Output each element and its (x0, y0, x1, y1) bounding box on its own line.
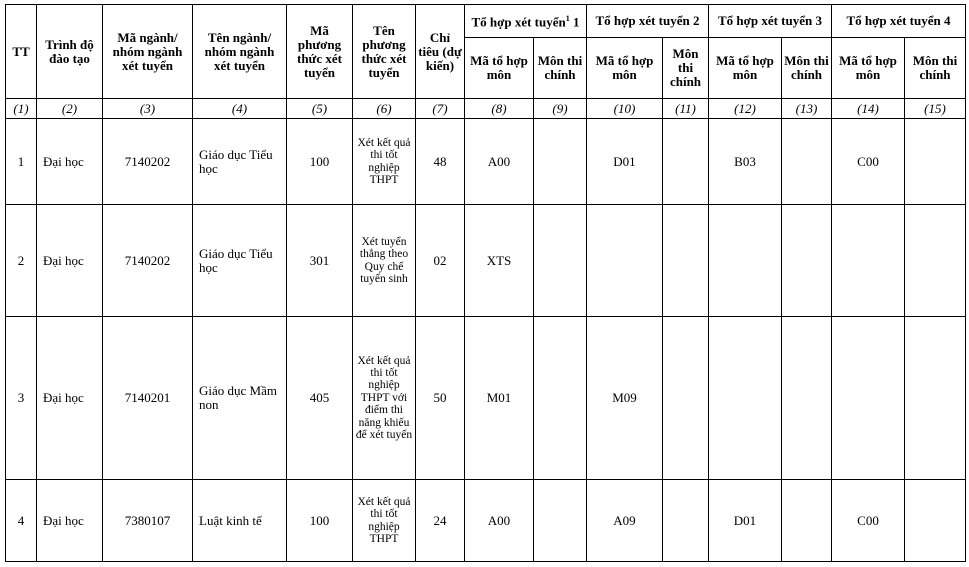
column-index: (6) (353, 99, 416, 119)
column-index: (4) (193, 99, 287, 119)
header-ma-phuong-thuc: Mã phương thức xét tuyển (287, 5, 353, 99)
header-ten-phuong-thuc: Tên phương thức xét tuyển (353, 5, 416, 99)
header-ma-to-hop-mon-4: Mã tổ hợp môn (832, 38, 905, 99)
column-index: (14) (832, 99, 905, 119)
cell-th2-ma: D01 (587, 119, 663, 205)
cell-ma-nganh: 7140202 (103, 119, 193, 205)
cell-th3-mon (782, 205, 832, 317)
cell-th1-ma: XTS (465, 205, 534, 317)
cell-ten-nganh: Giáo dục Tiểu học (193, 119, 287, 205)
column-index: (7) (416, 99, 465, 119)
cell-th3-ma: B03 (709, 119, 782, 205)
header-row-top (6, 5, 966, 38)
cell-th1-mon (534, 205, 587, 317)
header-ma-to-hop-mon-1: Mã tổ hợp môn (465, 38, 534, 99)
cell-th4-ma (832, 205, 905, 317)
cell-th4-ma: C00 (832, 119, 905, 205)
header-ma-to-hop-mon-2: Mã tổ hợp môn (587, 38, 663, 99)
cell-trinh-do: Đại học (37, 480, 103, 562)
column-index: (11) (663, 99, 709, 119)
cell-th1-ma: A00 (465, 480, 534, 562)
header-trinh-do: Trình độ đào tạo (37, 5, 103, 99)
column-index: (3) (103, 99, 193, 119)
cell-th1-mon (534, 480, 587, 562)
cell-th1-mon (534, 317, 587, 480)
cell-th1-ma: A00 (465, 119, 534, 205)
cell-tt: 4 (6, 480, 37, 562)
cell-th4-mon (905, 205, 966, 317)
header-chi-tieu: Chỉ tiêu (dự kiến) (416, 5, 465, 99)
cell-th4-mon (905, 317, 966, 480)
header-mon-thi-chinh-4: Môn thi chính (905, 38, 966, 99)
column-index: (13) (782, 99, 832, 119)
header-to-hop-2: Tổ hợp xét tuyển 2 (587, 5, 709, 38)
column-index-row (6, 99, 966, 119)
column-index: (9) (534, 99, 587, 119)
cell-th4-mon (905, 480, 966, 562)
cell-trinh-do: Đại học (37, 205, 103, 317)
cell-ten-nganh: Giáo dục Mầm non (193, 317, 287, 480)
table-row (6, 119, 966, 205)
cell-th3-ma: D01 (709, 480, 782, 562)
cell-ten-nganh: Giáo dục Tiểu học (193, 205, 287, 317)
cell-th3-mon (782, 480, 832, 562)
header-mon-thi-chinh-3: Môn thi chính (782, 38, 832, 99)
cell-ma-nganh: 7140201 (103, 317, 193, 480)
cell-ten-phuong-thuc: Xét kết quả thi tốt nghiệp THPT (353, 480, 416, 562)
cell-th3-ma (709, 317, 782, 480)
header-to-hop-1-footnote: 1 (565, 14, 570, 24)
header-to-hop-1 (465, 5, 587, 38)
column-index: (10) (587, 99, 663, 119)
table-row (6, 205, 966, 317)
cell-th3-ma (709, 205, 782, 317)
cell-ten-phuong-thuc: Xét kết quả thi tốt nghiệp THPT với điểm thi năng khiếu để xét tuyển (353, 317, 416, 480)
cell-th2-mon (663, 119, 709, 205)
cell-chi-tieu: 50 (416, 317, 465, 480)
cell-trinh-do: Đại học (37, 317, 103, 480)
header-to-hop-3: Tổ hợp xét tuyển 3 (709, 5, 832, 38)
cell-ten-phuong-thuc: Xét tuyển thẳng theo Quy chế tuyển sinh (353, 205, 416, 317)
cell-th1-mon (534, 119, 587, 205)
column-index: (2) (37, 99, 103, 119)
cell-tt: 1 (6, 119, 37, 205)
cell-ma-phuong-thuc: 100 (287, 119, 353, 205)
cell-tt: 3 (6, 317, 37, 480)
column-index: (1) (6, 99, 37, 119)
cell-th2-ma: A09 (587, 480, 663, 562)
cell-th4-mon (905, 119, 966, 205)
cell-ma-phuong-thuc: 301 (287, 205, 353, 317)
cell-ma-nganh: 7140202 (103, 205, 193, 317)
header-ma-nganh: Mã ngành/ nhóm ngành xét tuyển (103, 5, 193, 99)
column-index: (8) (465, 99, 534, 119)
cell-th4-ma: C00 (832, 480, 905, 562)
cell-th1-ma: M01 (465, 317, 534, 480)
cell-ma-phuong-thuc: 405 (287, 317, 353, 480)
header-to-hop-1-suffix: 1 (569, 14, 580, 30)
column-index: (15) (905, 99, 966, 119)
cell-th2-ma (587, 205, 663, 317)
header-to-hop-1-prefix: Tổ hợp xét tuyển (471, 14, 566, 30)
cell-tt: 2 (6, 205, 37, 317)
cell-th3-mon (782, 317, 832, 480)
cell-ten-nganh: Luật kinh tế (193, 480, 287, 562)
cell-th3-mon (782, 119, 832, 205)
header-ten-nganh: Tên ngành/ nhóm ngành xét tuyển (193, 5, 287, 99)
header-ma-to-hop-mon-3: Mã tổ hợp môn (709, 38, 782, 99)
admission-table (5, 4, 966, 562)
column-index: (5) (287, 99, 353, 119)
cell-th2-mon (663, 480, 709, 562)
cell-ten-phuong-thuc: Xét kết quả thi tốt nghiệp THPT (353, 119, 416, 205)
cell-chi-tieu: 48 (416, 119, 465, 205)
cell-th4-ma (832, 317, 905, 480)
column-index: (12) (709, 99, 782, 119)
header-mon-thi-chinh-2: Môn thi chính (663, 38, 709, 99)
cell-th2-ma: M09 (587, 317, 663, 480)
cell-th2-mon (663, 205, 709, 317)
cell-th2-mon (663, 317, 709, 480)
header-to-hop-4: Tổ hợp xét tuyển 4 (832, 5, 966, 38)
header-tt: TT (6, 5, 37, 99)
header-mon-thi-chinh-1: Môn thi chính (534, 38, 587, 99)
cell-trinh-do: Đại học (37, 119, 103, 205)
cell-chi-tieu: 02 (416, 205, 465, 317)
cell-ma-phuong-thuc: 100 (287, 480, 353, 562)
cell-ma-nganh: 7380107 (103, 480, 193, 562)
table-row (6, 480, 966, 562)
cell-chi-tieu: 24 (416, 480, 465, 562)
table-row (6, 317, 966, 480)
